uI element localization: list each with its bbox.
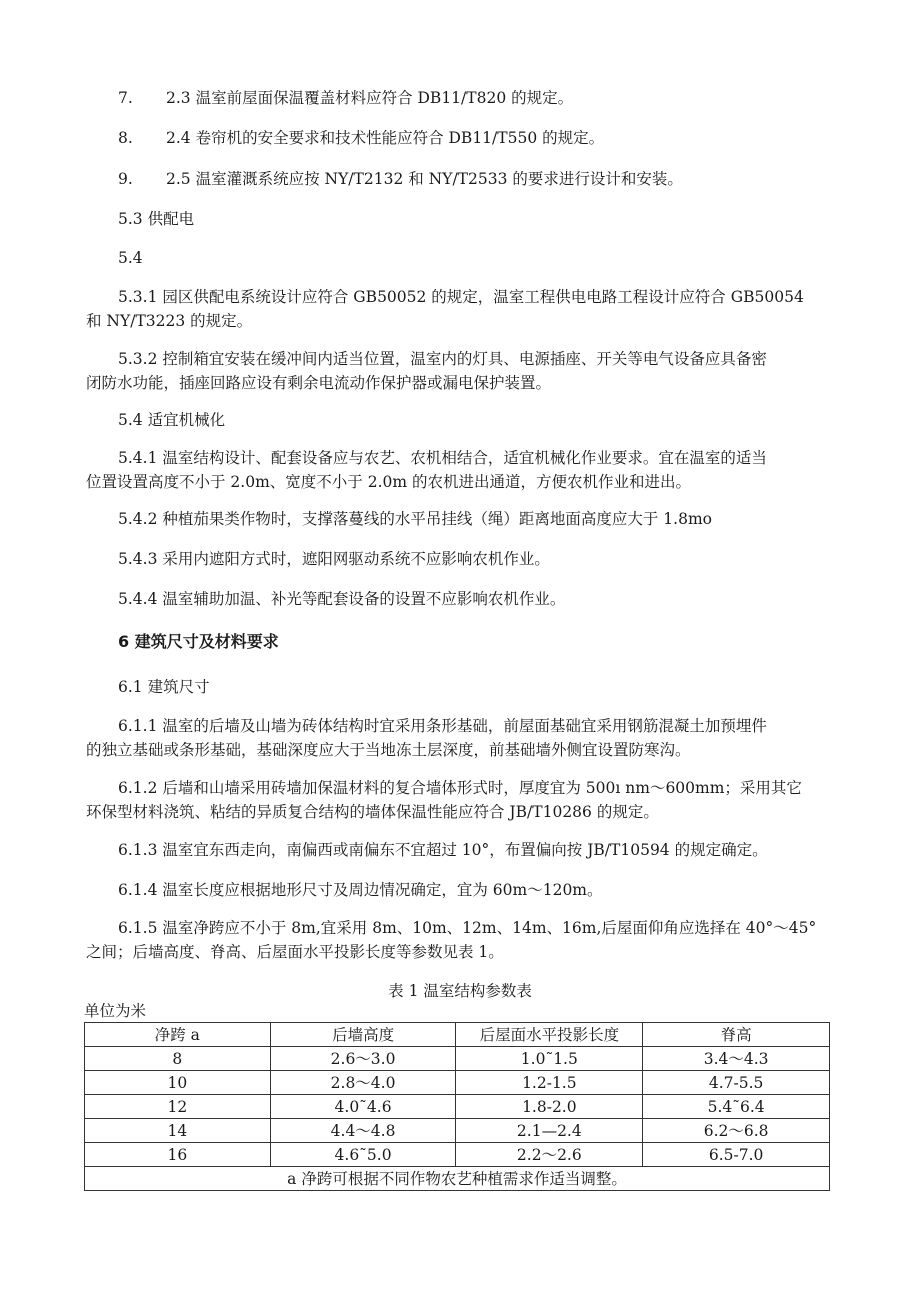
section-heading-5-3: 5.3 供配电 — [118, 210, 195, 228]
section-heading-6-1: 6.1 建筑尺寸 — [118, 678, 210, 696]
paragraph-5-4-1-line1: 5.4.1 温室结构设计、配套设备应与农艺、农机相结合，适宜机械化作业要求。宜在温室的适当 — [118, 449, 767, 467]
table-cell: 14 — [85, 1119, 271, 1143]
paragraph-5-3-2-line2: 闭防水功能，插座回路应设有剩余电流动作保护器或漏电保护装置。 — [86, 374, 552, 392]
table-cell: 2.1—2.4 — [456, 1119, 643, 1143]
table-cell: 16 — [85, 1143, 271, 1167]
table-cell: 4.7-5.5 — [643, 1071, 830, 1095]
structure-parameter-table — [84, 1022, 830, 1191]
table-header-cell: 后墙高度 — [270, 1023, 456, 1047]
paragraph-5-4-4: 5.4.4 温室辅助加温、补光等配套设备的设置不应影响农机作业。 — [118, 590, 566, 608]
table-row — [85, 1071, 830, 1095]
list-item-text: 2.3 温室前屋面保温覆盖材料应符合 DB11/T820 的规定。 — [166, 89, 574, 107]
table-header-row — [85, 1023, 830, 1047]
table-note-row — [85, 1167, 830, 1191]
paragraph-6-1-1-line1: 6.1.1 温室的后墙及山墙为砖体结构时宜采用条形基础，前屋面基础宜采用钢筋混凝土加预埋件 — [118, 717, 767, 735]
section-heading-5-4: 5.4 适宜机械化 — [118, 411, 226, 429]
stray-section-number: 5.4 — [118, 249, 143, 267]
table-cell: 1.8-2.0 — [456, 1095, 643, 1119]
list-item-text: 2.4 卷帘机的安全要求和技术性能应符合 DB11/T550 的规定。 — [166, 129, 605, 147]
chapter-heading-6: 6 建筑尺寸及材料要求 — [118, 632, 279, 651]
list-item-number: 7. — [118, 89, 133, 107]
paragraph-5-4-1-line2: 位置设置高度不小于 2.0m、宽度不小于 2.0m 的农机进出通道，方便农机作业和进出。 — [86, 473, 691, 491]
table-cell: 3.4～4.3 — [643, 1047, 830, 1071]
list-item-number: 9. — [118, 170, 133, 188]
table-row — [85, 1047, 830, 1071]
table-header-cell: 脊高 — [643, 1023, 830, 1047]
table-cell: 2.8～4.0 — [270, 1071, 456, 1095]
table-cell: 5.4˜6.4 — [643, 1095, 830, 1119]
table-caption: 表 1 温室结构参数表 — [388, 982, 532, 1000]
list-item-number: 8. — [118, 129, 133, 147]
table-cell: 2.2～2.6 — [456, 1143, 643, 1167]
table-cell: 6.5-7.0 — [643, 1143, 830, 1167]
paragraph-5-3-2-line1: 5.3.2 控制箱宜安装在缓冲间内适当位置，温室内的灯具、电源插座、开关等电气设备应具备密 — [118, 350, 767, 368]
table-unit-label: 单位为米 — [84, 1002, 147, 1020]
table-header-cell: 净跨 a — [85, 1023, 271, 1047]
table-cell: 6.2～6.8 — [643, 1119, 830, 1143]
table-row — [85, 1095, 830, 1119]
table-cell: 4.6˜5.0 — [270, 1143, 456, 1167]
paragraph-6-1-2-line2: 环保型材料浇筑、粘结的异质复合结构的墙体保温性能应符合 JB/T10286 的规定。 — [86, 803, 659, 821]
table-cell: 12 — [85, 1095, 271, 1119]
table-cell: 10 — [85, 1071, 271, 1095]
paragraph-6-1-5-line1: 6.1.5 温室净跨应不小于 8m,宜采用 8m、10m、12m、14m、16m,后屋面仰角应选择在 40°～45° — [118, 919, 817, 937]
paragraph-5-4-3: 5.4.3 采用内遮阳方式时，遮阳网驱动系统不应影响农机作业。 — [118, 550, 550, 568]
paragraph-5-4-2: 5.4.2 种植茄果类作物时，支撑落蔓线的水平吊挂线（绳）距离地面高度应大于 1.8mo — [118, 510, 712, 528]
table-header-cell: 后屋面水平投影长度 — [456, 1023, 643, 1047]
table-note: a 净跨可根据不同作物农艺种植需求作适当调整。 — [85, 1167, 830, 1191]
table-row — [85, 1119, 830, 1143]
paragraph-6-1-1-line2: 的独立基础或条形基础，基础深度应大于当地冻土层深度，前基础墙外侧宜设置防寒沟。 — [86, 741, 691, 759]
table-cell: 1.2-1.5 — [456, 1071, 643, 1095]
table-cell: 4.0˜4.6 — [270, 1095, 456, 1119]
paragraph-6-1-2-line1: 6.1.2 后墙和山墙采用砖墙加保温材料的复合墙体形式时，厚度宜为 500ı nm～600mm；采用其它 — [118, 779, 802, 797]
table-row — [85, 1143, 830, 1167]
paragraph-6-1-4: 6.1.4 温室长度应根据地形尺寸及周边情况确定，宜为 60m～120m。 — [118, 881, 603, 899]
paragraph-6-1-3: 6.1.3 温室宜东西走向，南偏西或南偏东不宜超过 10°，布置偏向按 JB/T10594 的规定确定。 — [118, 841, 768, 859]
table-cell: 2.6～3.0 — [270, 1047, 456, 1071]
table-cell: 8 — [85, 1047, 271, 1071]
list-item-text: 2.5 温室灌溉系统应按 NY/T2132 和 NY/T2533 的要求进行设计和安装。 — [166, 170, 683, 188]
paragraph-6-1-5-line2: 之间；后墙高度、脊高、后屋面水平投影长度等参数见表 1。 — [86, 943, 504, 961]
table-cell: 1.0˜1.5 — [456, 1047, 643, 1071]
paragraph-5-3-1-line2: 和 NY/T3223 的规定。 — [86, 312, 253, 330]
paragraph-5-3-1-line1: 5.3.1 园区供配电系统设计应符合 GB50052 的规定，温室工程供电电路工程设计应符合 GB50054 — [118, 288, 804, 306]
table-cell: 4.4～4.8 — [270, 1119, 456, 1143]
